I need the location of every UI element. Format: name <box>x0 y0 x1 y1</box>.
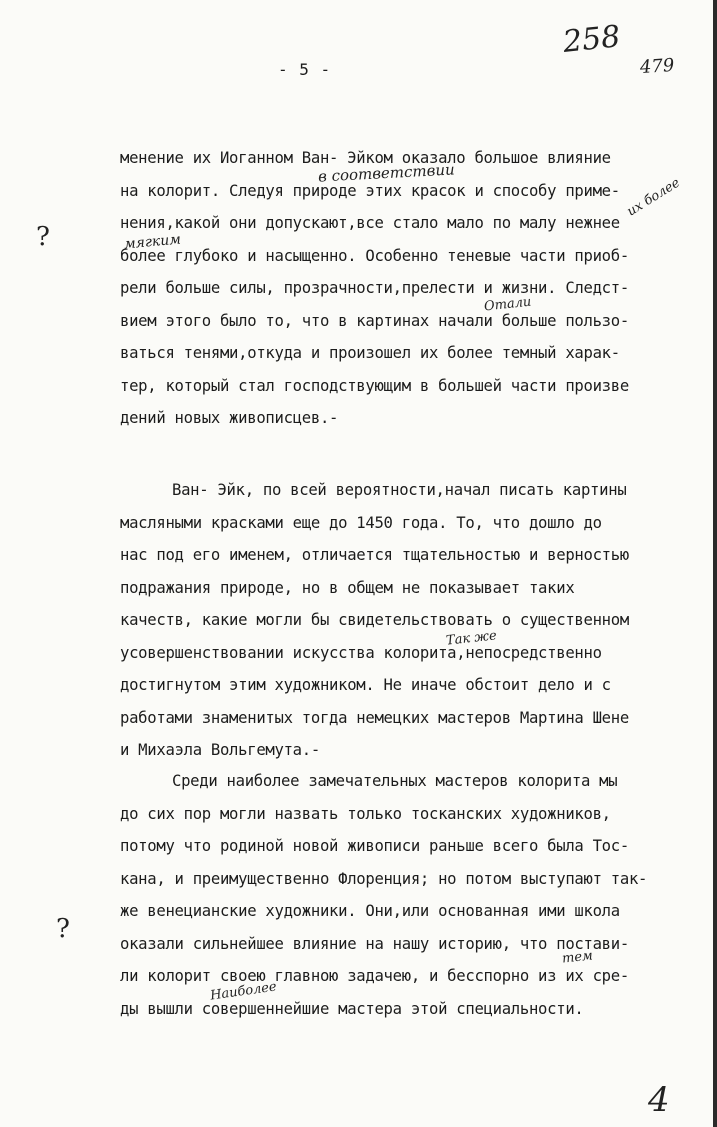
text-line: усовершенствовании искусства колорита,непосредственно <box>120 643 602 662</box>
text-line: качеств, какие могли бы свидетельствовать о существенном <box>120 611 629 629</box>
handwritten-insert: их более <box>624 175 683 220</box>
text-line: масляными красками еще до 1450 года. То, что дошло до <box>120 513 602 532</box>
page-edge-shadow <box>713 0 717 1127</box>
text-line: потому что родиной новой живописи раньше всего была Тос- <box>120 837 629 855</box>
text-line: до сих пор могли назвать только тосканских художников, <box>120 804 611 823</box>
margin-question-mark: ? <box>36 222 50 252</box>
handwritten-insert: тем <box>561 948 594 967</box>
archive-number-secondary: 479 <box>639 54 676 79</box>
archive-number-primary: 258 <box>561 19 622 60</box>
text-line: подражания природе, но в общем не показывает таких <box>120 578 575 597</box>
text-line: ваться тенями,откуда и произошел их более темный харак- <box>120 344 620 362</box>
text-line: работами знаменитых тогда немецких мастеров Мартина Шене <box>120 708 629 727</box>
text-line: же венецианские художники. Они,или основанная ими школа <box>120 902 620 920</box>
text-line: дений новых живописцев.- <box>120 409 339 427</box>
text-line: вием этого было то, что в картинах начали больше пользо- <box>120 311 629 330</box>
text-line: нения,какой они допускают,все стало мало по малу нежнее <box>120 214 620 232</box>
handwritten-insert: Так же <box>445 628 498 649</box>
text-line: более глубоко и насыщенно. Особенно теневые части приоб- <box>120 246 629 265</box>
handwritten-insert: в соответствии <box>317 160 456 186</box>
paragraph-2 <box>120 474 710 767</box>
corner-page-mark: 4 <box>648 1080 670 1120</box>
handwritten-insert: Наиболее <box>209 979 278 1004</box>
handwritten-insert: мягким <box>123 231 182 253</box>
text-line: оказали сильнейшее влияние на нашу историю, что постави- <box>120 934 629 953</box>
page-number: - 5 - <box>278 60 332 79</box>
text-line: Среди наиболее замечательных мастеров колорита мы <box>172 772 618 790</box>
paragraph-1 <box>120 142 710 435</box>
text-line: на колорит. Следуя природе этих красок и способу приме- <box>120 181 620 200</box>
text-line: Ван- Эйк, по всей вероятности,начал писать картины <box>172 481 627 499</box>
margin-question-mark: ? <box>56 914 70 944</box>
text-line: ды вышли совершеннейшие мастера этой специальности. <box>120 999 584 1018</box>
text-line: кана, и преимущественно Флоренция; но потом выступают так- <box>120 869 648 888</box>
text-line: рели больше силы, прозрачности,прелести и жизни. Следст- <box>120 279 629 297</box>
text-line: тер, который стал господствующим в большей части произве <box>120 376 629 395</box>
text-line: достигнутом этим художником. Не иначе обстоит дело и с <box>120 676 611 694</box>
text-line: менение их Иоганном Ван- Эйком оказало большое влияние <box>120 149 611 167</box>
paragraph-3 <box>120 765 710 1025</box>
text-line: ли колорит своею главною задачею, и бесспорно из их сре- <box>120 967 629 985</box>
text-line: нас под его именем, отличается тщательностью и верностью <box>120 546 629 564</box>
text-line: и Михаэла Вольгемута.- <box>120 741 320 759</box>
handwritten-insert: Отали <box>483 294 533 315</box>
